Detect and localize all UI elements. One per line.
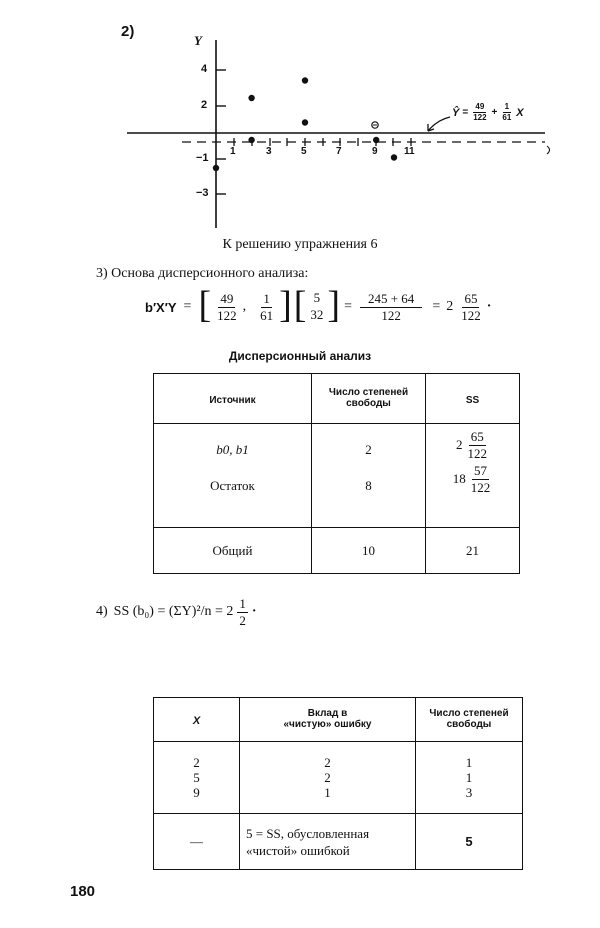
page-number: 180 bbox=[70, 883, 96, 900]
y-tick-2: 2 bbox=[201, 99, 208, 111]
part-label-2: 2) bbox=[121, 23, 135, 40]
y-tick-4: 4 bbox=[201, 63, 208, 75]
pe-total-x: — bbox=[154, 814, 240, 870]
anova-row-b0b1 bbox=[154, 442, 311, 458]
x-tick-11: 11 bbox=[404, 146, 415, 157]
pe-df-2: 3 bbox=[465, 785, 473, 800]
bracket-close-1: ] bbox=[279, 284, 292, 326]
formula-eq3: = bbox=[432, 299, 441, 314]
anova-total-df: 10 bbox=[312, 528, 426, 574]
anova-ss-residual-num: 57 bbox=[474, 463, 487, 479]
formula-eq1: = bbox=[183, 299, 192, 314]
x-tick-1: 1 bbox=[230, 146, 236, 157]
data-point-4 bbox=[302, 119, 308, 125]
v1-num: 49 bbox=[220, 290, 234, 306]
figure-caption: К решению упражнения 6 bbox=[222, 237, 378, 252]
anova-df-b0b1: 2 bbox=[365, 442, 372, 457]
formula-lhs: b′X′Y bbox=[145, 299, 177, 315]
result-whole: 2 bbox=[446, 299, 454, 314]
edge-mark bbox=[547, 146, 550, 154]
pe-total-contrib-line2: «чистой» ошибкой bbox=[246, 842, 350, 858]
y-axis-label: Y bbox=[194, 33, 202, 48]
x-tick-9: 9 bbox=[372, 146, 378, 157]
equation-eq: = bbox=[462, 107, 469, 119]
y-tick-marks bbox=[216, 70, 226, 194]
pe-contrib-0: 2 bbox=[324, 755, 331, 770]
v1-den: 122 bbox=[217, 307, 237, 323]
data-points bbox=[213, 77, 397, 171]
data-point-6 bbox=[391, 154, 397, 160]
section3-intro-text: Основа дисперсионного анализа: bbox=[111, 266, 309, 281]
r-num: 245 + 64 bbox=[360, 292, 422, 308]
equation-a-num: 49 bbox=[473, 103, 486, 113]
result-den: 122 bbox=[461, 307, 481, 323]
v2-num: 1 bbox=[263, 290, 270, 306]
equation-plus: + bbox=[491, 107, 498, 119]
y-tick-minus3: −3 bbox=[196, 187, 209, 199]
section4-num: 1 bbox=[239, 595, 246, 611]
equation-b-num: 1 bbox=[503, 103, 511, 113]
section3-label: 3) bbox=[96, 266, 108, 281]
anova-total-ss: 21 bbox=[426, 528, 520, 574]
regression-equation bbox=[452, 103, 524, 123]
data-point-2 bbox=[248, 137, 254, 143]
anova-header-source: Источник bbox=[209, 394, 256, 406]
data-point-1 bbox=[248, 95, 254, 101]
anova-table bbox=[153, 373, 520, 574]
w2: 32 bbox=[310, 307, 324, 322]
equation-yhat: Ŷ bbox=[452, 106, 460, 119]
pe-x-2: 9 bbox=[193, 785, 200, 800]
equation-b-den: 61 bbox=[502, 113, 512, 123]
w1: 5 bbox=[313, 290, 321, 306]
anova-ss-residual-den: 122 bbox=[470, 479, 491, 495]
data-point-0 bbox=[213, 165, 219, 171]
pe-total-df: 5 bbox=[416, 814, 523, 870]
pure-error-table bbox=[153, 697, 523, 870]
pe-header-x: X bbox=[192, 714, 201, 727]
anova-header-df: Число степеней свободы bbox=[328, 386, 409, 409]
anova-title: Дисперсионный анализ bbox=[228, 349, 372, 363]
x-tick-3: 3 bbox=[266, 146, 272, 157]
anova-total-source: Общий bbox=[154, 528, 312, 574]
section3-intro bbox=[96, 266, 308, 282]
formula-end: · bbox=[486, 299, 492, 314]
equation-a-den: 122 bbox=[473, 113, 487, 123]
anova-ss-b0b1-whole: 2 bbox=[456, 437, 463, 453]
section3-formula bbox=[145, 285, 491, 329]
data-point-3 bbox=[302, 77, 308, 83]
pe-df-1: 1 bbox=[465, 770, 473, 785]
pe-header-df: Число степеней свободы bbox=[429, 707, 509, 730]
r-den: 122 bbox=[381, 307, 401, 323]
section4-lhs: SS (b₀) = (ΣY)²/n = 2 bbox=[113, 604, 234, 619]
formula-eq2: = bbox=[344, 299, 352, 314]
bracket-close-2: ] bbox=[327, 284, 341, 326]
formula-comma: , bbox=[242, 299, 247, 314]
anova-header-ss: SS bbox=[465, 394, 480, 406]
bracket-open-1: [ bbox=[198, 284, 212, 326]
x-tick-7: 7 bbox=[336, 146, 342, 157]
bracket-open-2: [ bbox=[293, 284, 307, 326]
section4-formula bbox=[96, 594, 257, 630]
y-tick-minus1: −1 bbox=[196, 152, 209, 164]
section4-label: 4) bbox=[96, 604, 108, 619]
anova-source-residual: Остаток bbox=[210, 477, 255, 493]
equation-x: X bbox=[516, 106, 524, 119]
section4-end: · bbox=[251, 604, 257, 619]
data-point-5 bbox=[373, 137, 379, 143]
pe-contrib-1: 2 bbox=[324, 770, 331, 785]
pe-df-0: 1 bbox=[465, 755, 473, 770]
arrow-line bbox=[428, 117, 450, 131]
result-num: 65 bbox=[464, 290, 478, 306]
anova-ss-b0b1-den: 122 bbox=[467, 445, 487, 461]
anova-ss-residual-whole: 18 bbox=[452, 471, 466, 487]
anova-ss-b0b1-num: 65 bbox=[470, 429, 484, 444]
pe-total-contrib-line1: 5 = SS, обусловленная bbox=[246, 825, 370, 841]
pe-header-contrib: Вклад в «чистую» ошибку bbox=[283, 707, 372, 730]
anova-df-residual: 8 bbox=[365, 477, 372, 493]
pe-x-1: 5 bbox=[193, 770, 200, 785]
x-tick-5: 5 bbox=[301, 146, 307, 157]
anova-source-b0b1: b0, b1 bbox=[216, 442, 249, 457]
v2-den: 61 bbox=[260, 307, 274, 323]
pe-x-0: 2 bbox=[193, 755, 200, 770]
pe-contrib-2: 1 bbox=[324, 785, 331, 800]
section4-den: 2 bbox=[239, 612, 246, 628]
